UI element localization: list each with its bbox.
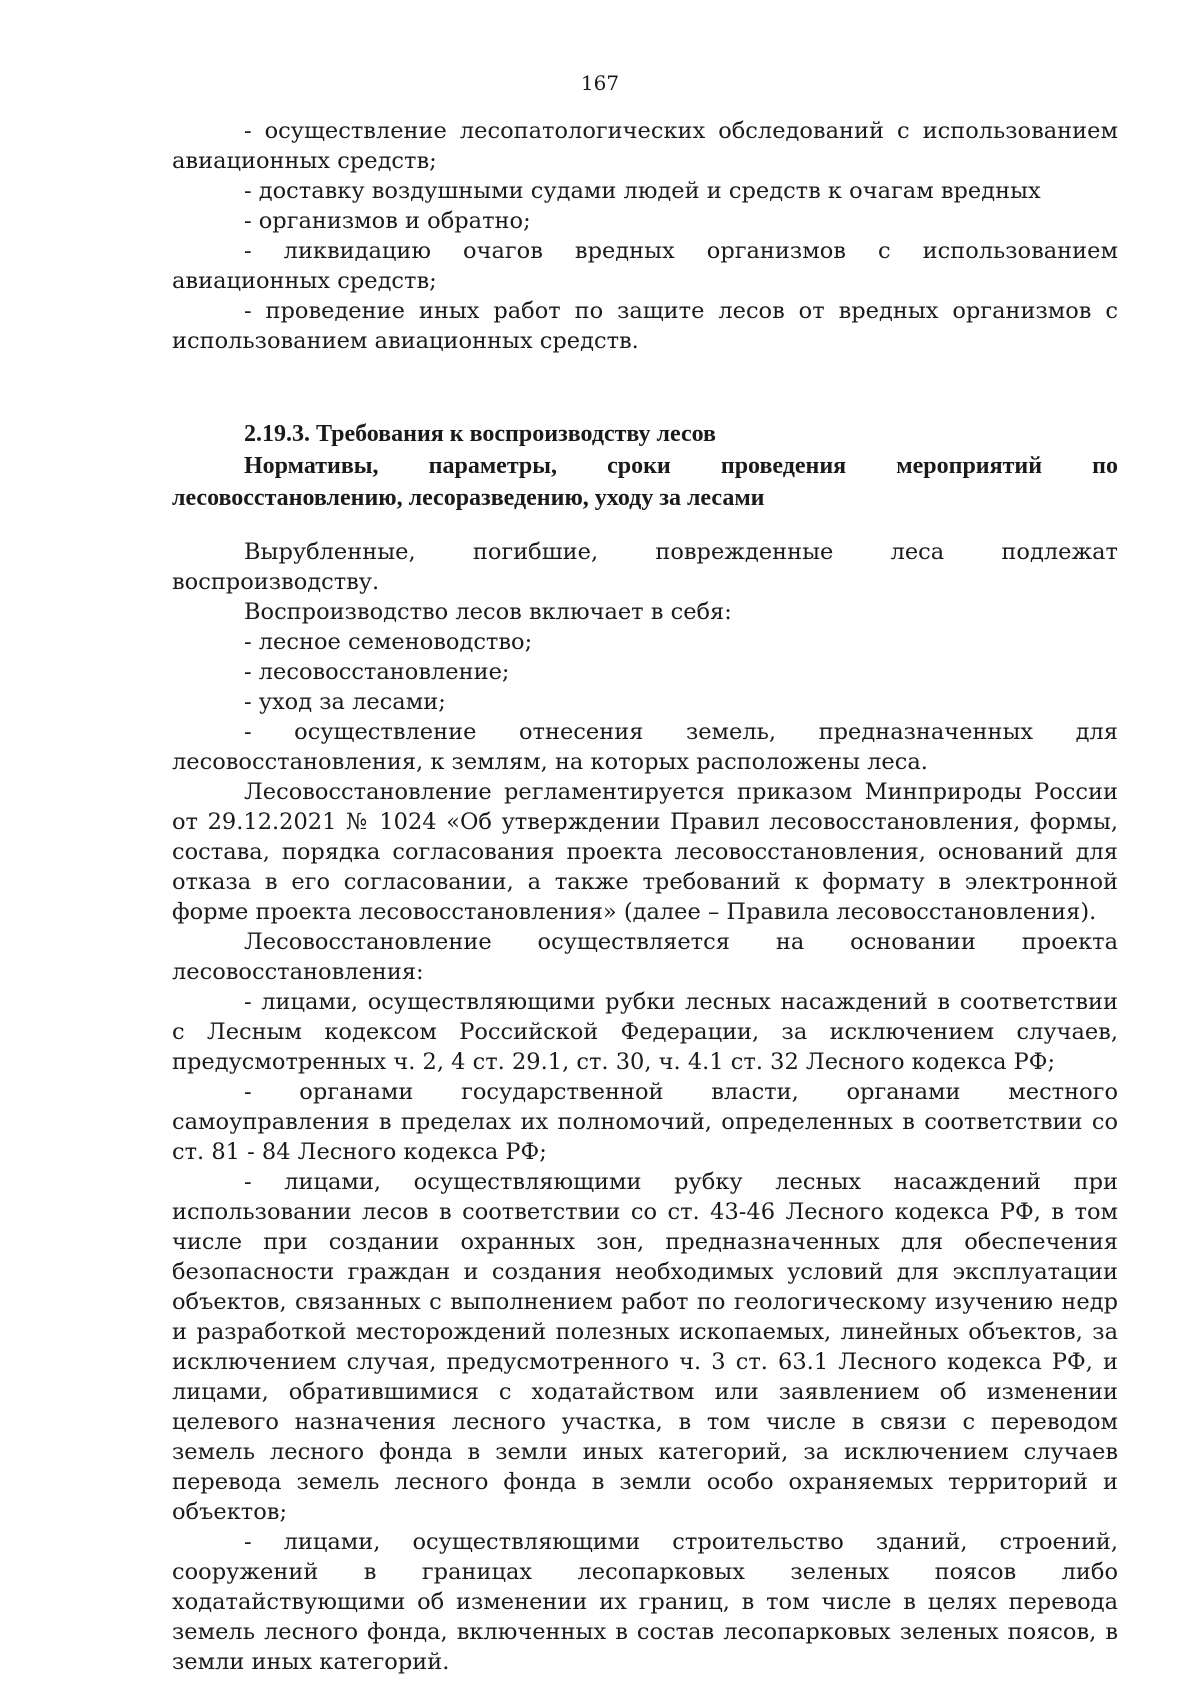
list-item: - осуществление лесопатологических обследований с использованием авиационных средств;: [172, 118, 1118, 174]
list-item: - лицами, осуществляющими строительство зданий, строений, сооружений в границах лесопарковых зеленых поясов либо ходатайствующими об изменении их границ, в том числе в целях перевода земель лесного фонда, включенных в состав лесопарковых зеленых поясов, в земли иных категорий.: [172, 1529, 1118, 1675]
list-item: - осуществление отнесения земель, предназначенных для лесовосстановления, к землям, на которых расположены леса.: [172, 719, 1118, 775]
list-item: - проведение иных работ по защите лесов от вредных организмов с использованием авиационных средств.: [172, 298, 1118, 354]
paragraph: Воспроизводство лесов включает в себя:: [244, 599, 732, 625]
list-item: - органами государственной власти, органами местного самоуправления в пределах их полномочий, определенных в соответствии со ст. 81 - 84 Лесного кодекса РФ;: [172, 1079, 1118, 1165]
list-item: - лицами, осуществляющими рубку лесных насаждений при использовании лесов в соответствии со ст. 43-46 Лесного кодекса РФ, в том числе при создании охранных зон, предназначенных для обеспечения безопасности граждан и создания необходимых условий для эксплуатации объектов, связанных с выполнением работ по геологическому изучению недр и разработкой месторождений полезных ископаемых, линейных объектов, за исключением случая, предусмотренного ч. 3 ст. 63.1 Лесного кодекса РФ, и лицами, обратившимися с ходатайством или заявлением об изменении целевого назначения лесного участка, в том числе в связи с переводом земель лесного фонда в земли иных категорий, за исключением случаев перевода земель лесного фонда в земли особо охраняемых территорий и объектов;: [172, 1169, 1118, 1525]
list-item: - лесовосстановление;: [244, 659, 510, 685]
list-item: - ликвидацию очагов вредных организмов с использованием авиационных средств;: [172, 238, 1118, 294]
list-item: - уход за лесами;: [244, 689, 446, 715]
list-item: - организмов и обратно;: [244, 208, 531, 234]
paragraph: Лесовосстановление регламентируется приказом Минприроды России от 29.12.2021 № 1024 «Об утверждении Правил лесовосстановления, формы, состава, порядка согласования проекта лесовосстановления, оснований для отказа в его согласовании, а также требований к формату в электронной форме проекта лесовосстановления» (далее – Правила лесовосстановления).: [172, 779, 1118, 925]
paragraph: Лесовосстановление осуществляется на основании проекта лесовосстановления:: [172, 929, 1118, 985]
top-list: [172, 116, 1118, 356]
section-heading: [172, 418, 1118, 514]
section-subtitle: Нормативы, параметры, сроки проведения мероприятий по лесовосстановлению, лесоразведению, уходу за лесами: [172, 453, 1118, 511]
page-number: 167: [580, 71, 620, 95]
body-text: [172, 537, 1118, 1677]
list-item: - доставку воздушными судами людей и средств к очагам вредных: [244, 178, 1041, 204]
list-item: - лицами, осуществляющими рубки лесных насаждений в соответствии с Лесным кодексом Российской Федерации, за исключением случаев, предусмотренных ч. 2, 4 ст. 29.1, ст. 30, ч. 4.1 ст. 32 Лесного кодекса РФ;: [172, 989, 1118, 1075]
paragraph: Вырубленные, погибшие, поврежденные леса подлежат воспроизводству.: [172, 539, 1118, 595]
list-item: - лесное семеноводство;: [244, 629, 533, 655]
section-title: 2.19.3. Требования к воспроизводству лесов: [244, 421, 716, 447]
